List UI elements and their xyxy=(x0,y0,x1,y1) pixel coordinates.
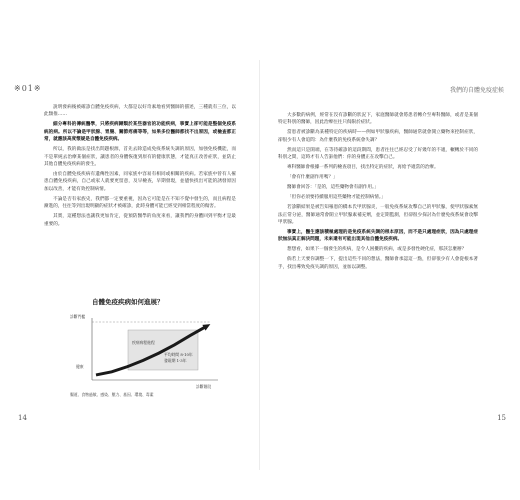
chart-health-label: 健康 xyxy=(76,364,84,369)
paragraph-text: 想想看，如果下一個發生的疾病，是令人困擾的疾病，或是多發性硬化症，那該怎麼辦？ xyxy=(287,247,467,253)
paragraph xyxy=(278,229,478,244)
paragraph-text: 由於自體免疫疾病有遺傳性因素，同家族中容易有相同或相關的疾病。若家族中曾有人罹患自體免疫疾病，自己或家人就要更留意，及早檢查，早期發現，並儘快找出可能的誘發原因加以改善，才能有效控制病情。 xyxy=(44,172,236,192)
paragraph xyxy=(278,256,478,271)
paragraph-text: 然而這只是開端，在等待確診的這段期間，患者往往已經忍受了好幾年的不適，輾轉於不同的科別之間，這時才有人告訴他們：你的身體正在攻擊自己。 xyxy=(278,147,478,161)
chart-annotation-progress: 疾病病程進程 xyxy=(132,340,155,345)
chart-title: 自體免疫疾病如何進展？ xyxy=(92,298,164,306)
left-body-text xyxy=(44,104,236,231)
paragraph xyxy=(278,147,478,162)
bold-text: 細分專科的傳統醫學，只將疾病歸類於某些器官的功能疾病，事實上卻可能是整個免疫系統的病。所以不論是甲狀腺、胃腸、關節疼痛等等，如果多位醫師都找不出原因，或檢查都正常，就應該高度懷疑是自體免疫疾病。 xyxy=(44,122,236,143)
paragraph-text: 醫師會回答：「是的，這些藥物會有副作用。」 xyxy=(287,185,379,191)
bold-text: 事實上，醫生應該積極處理的是免疫系統失調的根本原因，而不是只處理症狀，因為只處理症狀無法真正解決問題，未來還有可能出現其他自體免疫疾病。 xyxy=(278,230,478,243)
paragraph xyxy=(44,213,236,228)
left-page-number: 14 xyxy=(18,414,27,422)
chart-bottom-note: 腸道、食物過敏、感染、壓力、基因、環境、毒素 xyxy=(70,392,154,397)
right-page-number: 15 xyxy=(497,414,506,422)
paragraph xyxy=(44,171,236,193)
paragraph-text: 倘若上天要你調整一下，提出這些不同的想法，醫師會承認這一點，但卻很少有人會從根本著手，找出導致免疫失調的原因，並加以調整。 xyxy=(278,257,478,270)
running-head: 我們的自體免疫症候 xyxy=(449,87,504,94)
paragraph-text: 說明發病後被確診自體免疫疾病，大都是以好奇素地看到醫師的描述，三種就有三位，以此類推…… xyxy=(44,105,236,118)
paragraph xyxy=(278,112,478,127)
paragraph xyxy=(44,121,236,143)
paragraph-text: 大多數的病例，經常在沒有診斷的狀況下，家庭醫師就會將患者轉介至專科醫師，或者是某個特定科別的醫師，因此治療往往只侷限於症狀。 xyxy=(278,113,478,126)
paragraph xyxy=(278,204,478,226)
paragraph-text: 「但你必須要持續服用這些藥物才能控制病情。」 xyxy=(287,195,386,201)
paragraph-text: 所以，我的做法是找出問題根源，首先去除造成免疫系統失調的原因，加強免疫機能，而不是單純去治療某個症狀，讓患者的身體恢復到原有的健康狀態，才能真正改善症狀，並防止其他自體免疫疾病的發生。 xyxy=(44,147,236,168)
paragraph-text: 當患者被診斷為某種特定的疾病時——例如甲狀腺疾病，醫師通常就會開立藥物來控制症狀，卻很少有人會追問：為什麼我的免疫系統會失調？ xyxy=(278,130,478,143)
paragraph xyxy=(278,164,478,171)
right-body-text xyxy=(278,112,478,274)
paragraph xyxy=(44,146,236,168)
right-page xyxy=(260,0,520,500)
paragraph xyxy=(44,196,236,211)
chart-annotation-discovery: 發現期 1-3年 xyxy=(164,358,187,363)
paragraph xyxy=(278,129,478,144)
paragraph xyxy=(44,104,236,119)
paragraph-text: 若診斷結果是被告知罹患的橋本氏甲狀腺炎，一般免疫系統攻擊自己的甲狀腺，使甲狀腺素無法正常分泌，醫師通常會開立甲狀腺素補充劑，並定期監測，但卻很少探討為什麼免疫系統會攻擊甲狀腺。 xyxy=(278,205,478,226)
chart-annotation-average: 平均時間 8-10年 xyxy=(164,352,193,357)
chart-xlabel: 診斷階段 xyxy=(196,384,212,389)
paragraph-text: 不論是否有家族史，我們都一定要重視，因為它可能是在不知不覺中發生的，而且病程是漸進的，往往等到出現明顯的症狀才被確診，此時身體可能已經受到相當程度的傷害。 xyxy=(44,196,236,210)
paragraph xyxy=(278,174,478,181)
paragraph-text: 其實，這種想法也讓我更加肯定，從預防醫學的角度來看，讓我們的身體回到平衡才是最重要的。 xyxy=(44,214,236,227)
paragraph xyxy=(278,246,478,253)
paragraph xyxy=(278,184,478,191)
paragraph-text: 「會有什麼副作用嗎？」 xyxy=(287,175,338,181)
paragraph xyxy=(278,194,478,201)
progression-chart xyxy=(70,312,230,400)
chapter-marker: ※01※ xyxy=(14,84,42,93)
paragraph-text: 專科醫師會根據一系列的檢查項目，找出特定的症狀，再給予適當的治療。 xyxy=(287,165,439,171)
chart-ylabel: 診斷門檻 xyxy=(70,314,86,319)
